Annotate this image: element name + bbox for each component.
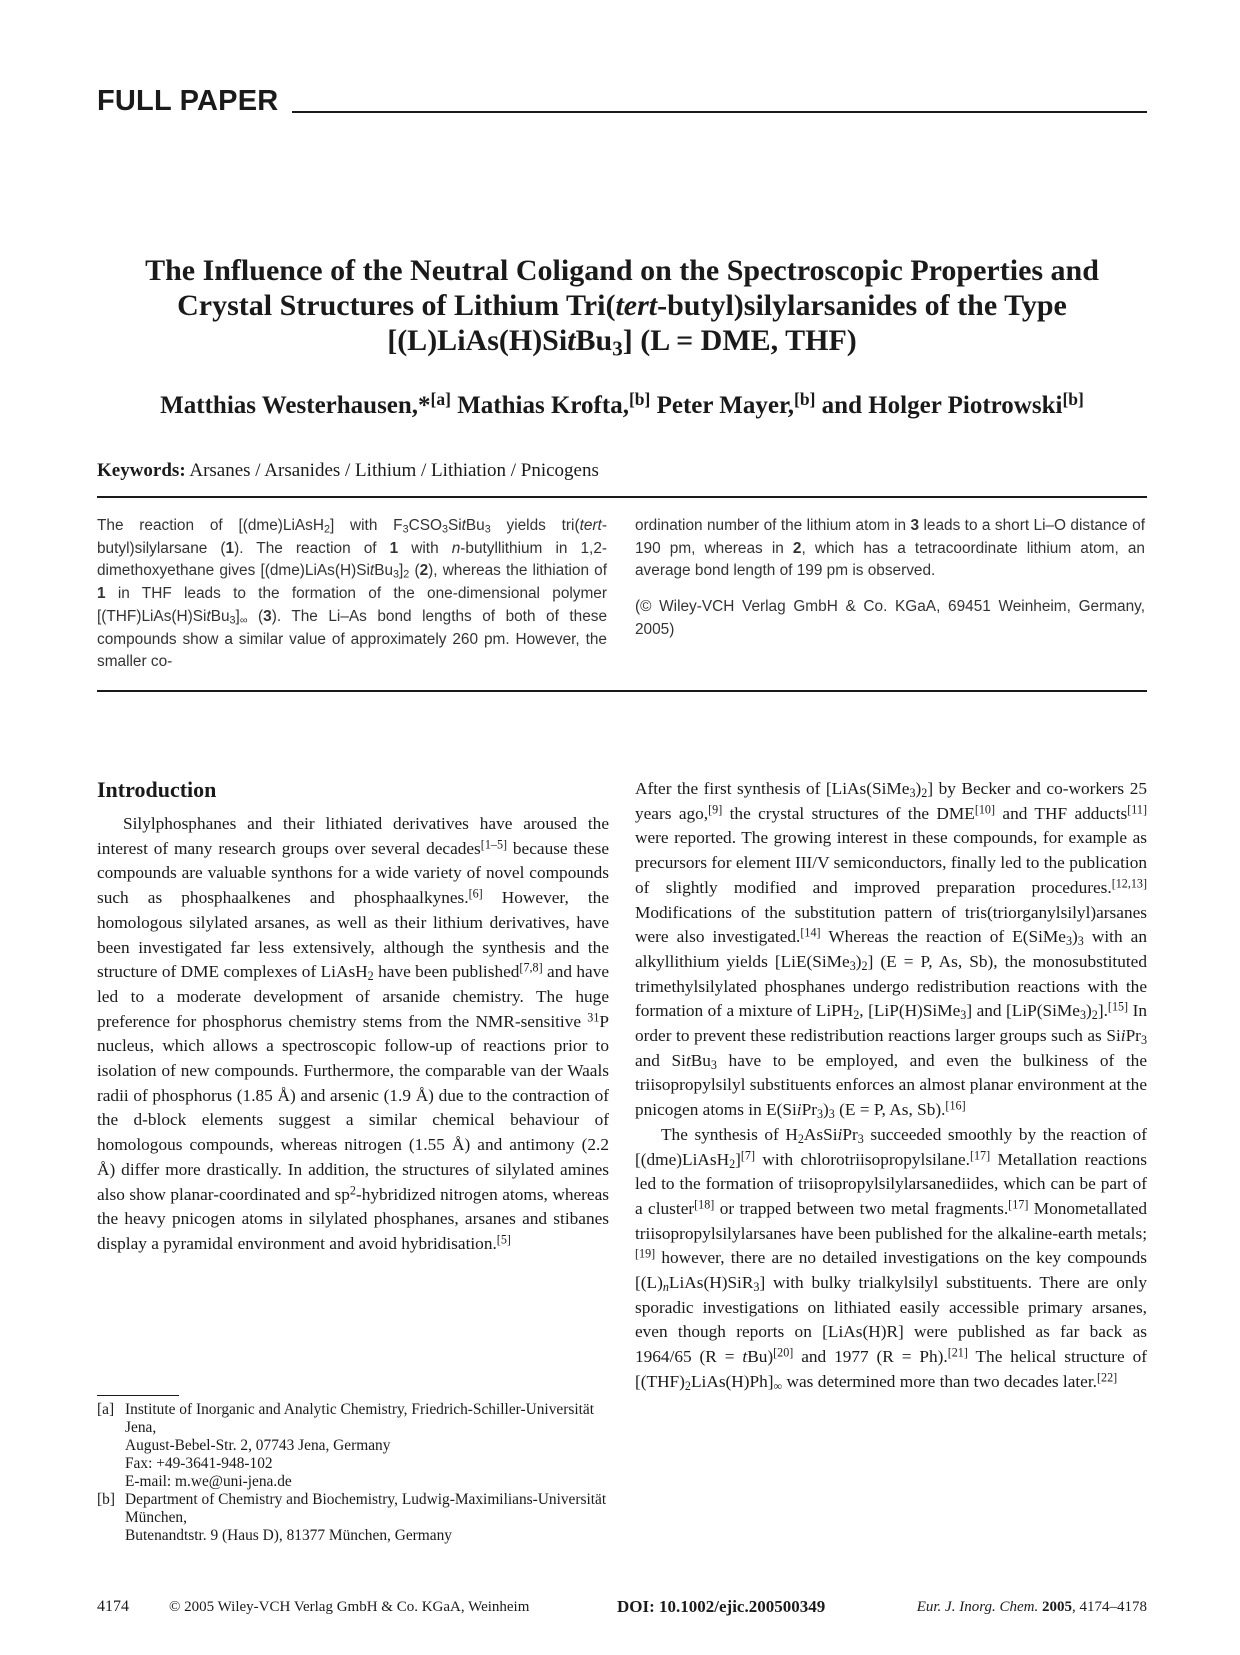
footnote-a-line: Institute of Inorganic and Analytic Chemistry, Friedrich-Schiller-Universität Jena, (125, 1401, 594, 1436)
introduction-paragraph-3: The synthesis of $H_2AsSiiPr_3$ succeeded smoothly by the reaction of [(dme)LiAsH$_2$][7] with chlorotriisopropylsilane.[17] Metallation reactions led to the formation of triisopropylsilylarsanediides, which can be part of a cluster[18] or trapped between two metal fragments.[17] Monometallated triisopropylsilylarsanes have been published for the alkaline-earth metals;[19] however, there are no detailed investigations on the key compounds $[(L)_nLiAs(H)SiR_3]$ with bulky trialkylsilyl substituents. There are only sporadic investigations on lithiated easily accessible primary arsanes, even though reports on [LiAs(H)R] were published as far back as 1964/65 (R = tBu)[20] and 1977 (R = Ph).[21] The helical structure of $[(THF)_2LiAs(H)Ph]_\infty$ was determined more than two decades later.[22] (635, 1124, 1148, 1393)
title-line-1: The Influence of the Neutral Coligand on the Spectroscopic Properties and (145, 254, 1099, 287)
introduction-heading: Introduction (97, 777, 217, 802)
journal-pages: , 4174–4178 (1072, 1599, 1147, 1615)
introduction-paragraph-2: After the first synthesis of $[LiAs(SiMe_3)_2]$ by Becker and co-workers 25 years ago,[9] the crystal structures of the DME[10] and THF adducts[11] were reported. The growing interest in these compounds, for example as precursors for element III/V semiconductors, finally led to the publication of slightly modified and improved preparation procedures.[12,13] Modifications of the substitution pattern of tris(triorganylsilyl)arsanes were also investigated.[14] Whereas the reaction of $E(SiMe_3)_3$ with an alkyllithium yields $[LiE(SiMe_3)_2] (E = P$, As, Sb), the monosubstituted trimethylsilylated phosphanes undergo redistribution reactions with the formation of a mixture of LiPH$_2$, [LiP(H)SiMe$_3$] and $[LiP(SiMe_3)_2].[15]$ In order to prevent these redistribution reactions larger groups such as SiiPr$_3$ and SitBu$_3$ have to be employed, and even the bulkiness of the triisopropylsilyl substituents enforces an almost planar environment at the pnicogen atoms in $E(SiiPr_3)_3$ (E = P, As, Sb).[16] (635, 779, 1147, 1122)
body-right-column (635, 777, 1147, 1395)
footnote-a-line: Fax: +49-3641-948-102 (125, 1455, 273, 1472)
keywords-label: Keywords: (97, 460, 186, 481)
article-title (97, 253, 1147, 361)
footnote-b-line: Butenandtstr. 9 (Haus D), 81377 München, Germany (125, 1527, 452, 1544)
abstract-top-rule (97, 496, 1147, 498)
footnote-a (97, 1401, 609, 1491)
footnote-a-mark: [a] (97, 1401, 115, 1418)
body-left-column (97, 776, 609, 1257)
introduction-paragraph-1: Silylphosphanes and their lithiated derivatives have aroused the interest of many research groups over several decades[1–5] because these compounds are valuable synthons for a wide variety of novel compounds such as phosphaalkenes and phosphaalkynes.[6] However, the homologous silylated arsanes, as well as their lithium derivatives, have been investigated far less extensively, although the synthesis and the structure of DME complexes of LiAsH$_2$ have been published[7,8] and have led to a moderate development of arsanide chemistry. The huge preference for phosphorus chemistry stems from the NMR-sensitive $^{31}$P nucleus, which allows a spectroscopic follow-up of reactions prior to isolation of new compounds. Furthermore, the comparable van der Waals radii of phosphorus (1.85 Å) and arsenic (1.9 Å) due to the contraction of the d-block elements suggest a similar chemical behaviour of homologous compounds, whereas nitrogen (1.55 Å) and antimony (2.2 Å) differ more drastically. In addition, the structures of silylated amines also show planar-coordinated and $sp^2$-hybridized nitrogen atoms, whereas the heavy pnicogen atoms in silylated phosphanes, arsanes and stibanes display a pyramidal environment and avoid hybridisation.[5] (97, 814, 610, 1253)
title-line-2: Crystal Structures of Lithium Tri(tert-butyl)silylarsanides of the Type (177, 289, 1067, 322)
abstract-bottom-rule (97, 690, 1147, 692)
abstract-left-column (97, 515, 607, 687)
doi-link[interactable]: DOI: 10.1002/ejic.200500349 (617, 1597, 826, 1616)
footnote-a-email[interactable]: E-mail: m.we@uni-jena.de (125, 1473, 292, 1490)
author-list: Matthias Westerhausen,*[a] Mathias Krofta,[b] Peter Mayer,[b] and Holger Piotrowski[b] (160, 389, 1084, 419)
journal-name: Eur. J. Inorg. Chem. (916, 1599, 1039, 1615)
footnote-a-line: August-Bebel-Str. 2, 07743 Jena, Germany (125, 1437, 391, 1454)
abstract-text-part-2: ordination number of the lithium atom in 3 leads to a short Li–O distance of 190 pm, whereas in 2, which has a tetracoordinate lithium atom, an average bond length of 199 pm is observed. (635, 517, 1145, 580)
header-rule (292, 111, 1147, 113)
page-number: 4174 (97, 1598, 129, 1615)
affiliation-footnotes (97, 1395, 609, 1545)
page-footer (97, 1595, 1147, 1619)
journal-citation (917, 1595, 1147, 1619)
footnote-b-line: Department of Chemistry and Biochemistry, Ludwig-Maximilians-Universität München, (125, 1491, 607, 1526)
keywords-value: Arsanes / Arsanides / Lithium / Lithiation / Pnicogens (189, 460, 599, 481)
footnote-rule (97, 1395, 179, 1396)
footnote-b-mark: [b] (97, 1491, 115, 1508)
footnote-b (97, 1491, 609, 1545)
running-header (97, 84, 1147, 118)
title-line-3: [(L)LiAs(H)SitBu$_3$] (L = DME, THF) (387, 324, 857, 361)
footer-copyright: © 2005 Wiley-VCH Verlag GmbH & Co. KGaA, Weinheim (169, 1599, 530, 1615)
abstract-text-part-1: The reaction of [(dme)LiAsH$_2$] with $F_3CSO_3SitBu_3$ yields tri(tert-butyl)silylarsane (1). The reaction of 1 with n-butyllithium in 1,2-dimethoxyethane gives $[(dme)LiAs(H)SitBu_3]_2$ (2), whereas the lithiation of 1 in THF leads to the formation of the one-dimensional polymer $[(THF)LiAs(H)SitBu_3]_\infty$ (3). The Li–As bond lengths of both of these compounds show a similar value of approximately 260 pm. However, the smaller co- (97, 517, 608, 671)
abstract-right-column (635, 515, 1145, 655)
keywords (97, 459, 1147, 483)
abstract-copyright: (© Wiley-VCH Verlag GmbH & Co. KGaA, 69451 Weinheim, Germany, 2005) (635, 598, 1145, 638)
journal-year: 2005 (1042, 1599, 1072, 1615)
section-label: FULL PAPER (97, 85, 279, 117)
